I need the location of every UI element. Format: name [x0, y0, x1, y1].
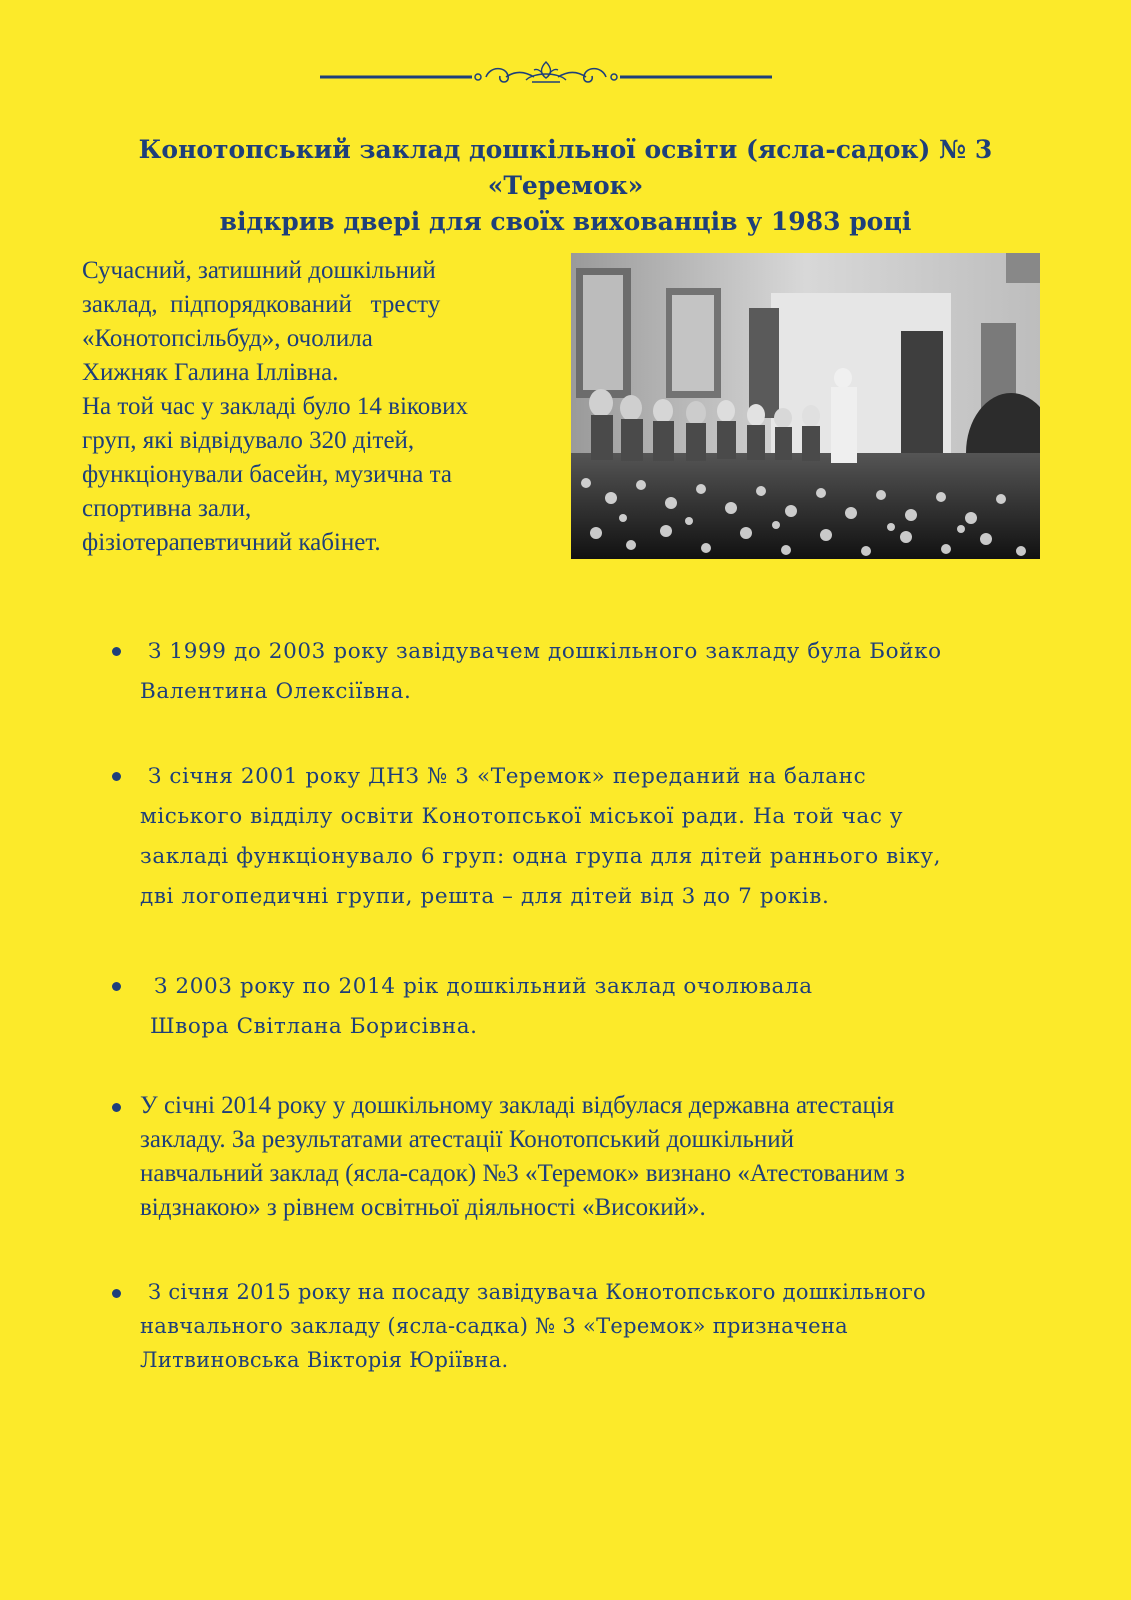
- bullet-dot-icon: [112, 1289, 121, 1298]
- intro-paragraph: [82, 254, 562, 560]
- list-item-line: З січня 2015 року на посаду завідувача Конотопського дошкільного: [148, 1280, 926, 1304]
- list-item-line: Литвиновська Вікторія Юріївна.: [140, 1348, 509, 1372]
- intro-line: На той час у закладі було 14 вікових: [82, 393, 468, 420]
- historic-photo: [571, 253, 1040, 559]
- intro-line: Сучасний, затишний дошкільний: [82, 257, 436, 284]
- intro-line: функціонували басейн, музична та: [82, 461, 452, 488]
- list-item-line: З 1999 до 2003 року завідувачем дошкільного закладу була Бойко: [148, 639, 942, 664]
- bullet-dot-icon: [112, 1103, 121, 1112]
- intro-line: спортивна зали,: [82, 495, 252, 522]
- page-title-line-1: Конотопський заклад дошкільної освіти (ясла-садок) № 3 «Теремок»: [138, 135, 993, 200]
- bullet-dot-icon: [112, 772, 121, 781]
- list-item-line: дві логопедичні групи, решта – для дітей від 3 до 7 років.: [140, 884, 830, 909]
- intro-line: фізіотерапевтичний кабінет.: [82, 529, 381, 556]
- page-title-line-2: відкрив двері для своїх вихованців у 1983 році: [219, 207, 912, 236]
- list-item-line: закладу. За результатами атестації Конотопський дошкільний: [140, 1126, 795, 1153]
- list-item-line: відзнакою» з рівнем освітньої діяльності «Високий».: [140, 1194, 706, 1221]
- page-title: [60, 132, 1071, 240]
- list-item-line: навчальний заклад (ясла-садок) №3 «Теремок» визнано «Атестованим з: [140, 1160, 905, 1187]
- list-item-line: закладі функціонувало 6 груп: одна група для дітей раннього віку,: [140, 844, 942, 869]
- list-item-line: міського відділу освіти Конотопської міської ради. На той час у: [140, 804, 904, 829]
- intro-line: груп, які відвідувало 320 дітей,: [82, 427, 415, 454]
- intro-line: заклад, підпорядкований тресту: [82, 291, 441, 318]
- list-item-line: У січні 2014 року у дошкільному закладі відбулася державна атестація: [140, 1092, 895, 1119]
- historic-photo-children-kindergarten-icon: [571, 253, 1040, 559]
- list-item-line: Валентина Олексіївна.: [140, 679, 412, 704]
- bullet-dot-icon: [112, 647, 121, 656]
- decorative-divider-icon: [320, 58, 772, 94]
- list-item-line: З січня 2001 року ДНЗ № 3 «Теремок» переданий на баланс: [148, 764, 867, 789]
- bullet-dot-icon: [112, 982, 121, 991]
- intro-line: Хижняк Галина Іллівна.: [82, 359, 339, 386]
- list-item-line: Швора Світлана Борисівна.: [150, 1014, 478, 1039]
- list-item-line: навчального закладу (ясла-садка) № 3 «Теремок» призначена: [140, 1314, 848, 1338]
- list-item-line: З 2003 року по 2014 рік дошкільний заклад очолювала: [154, 974, 813, 999]
- intro-line: «Конотопсільбуд», очолила: [82, 325, 373, 352]
